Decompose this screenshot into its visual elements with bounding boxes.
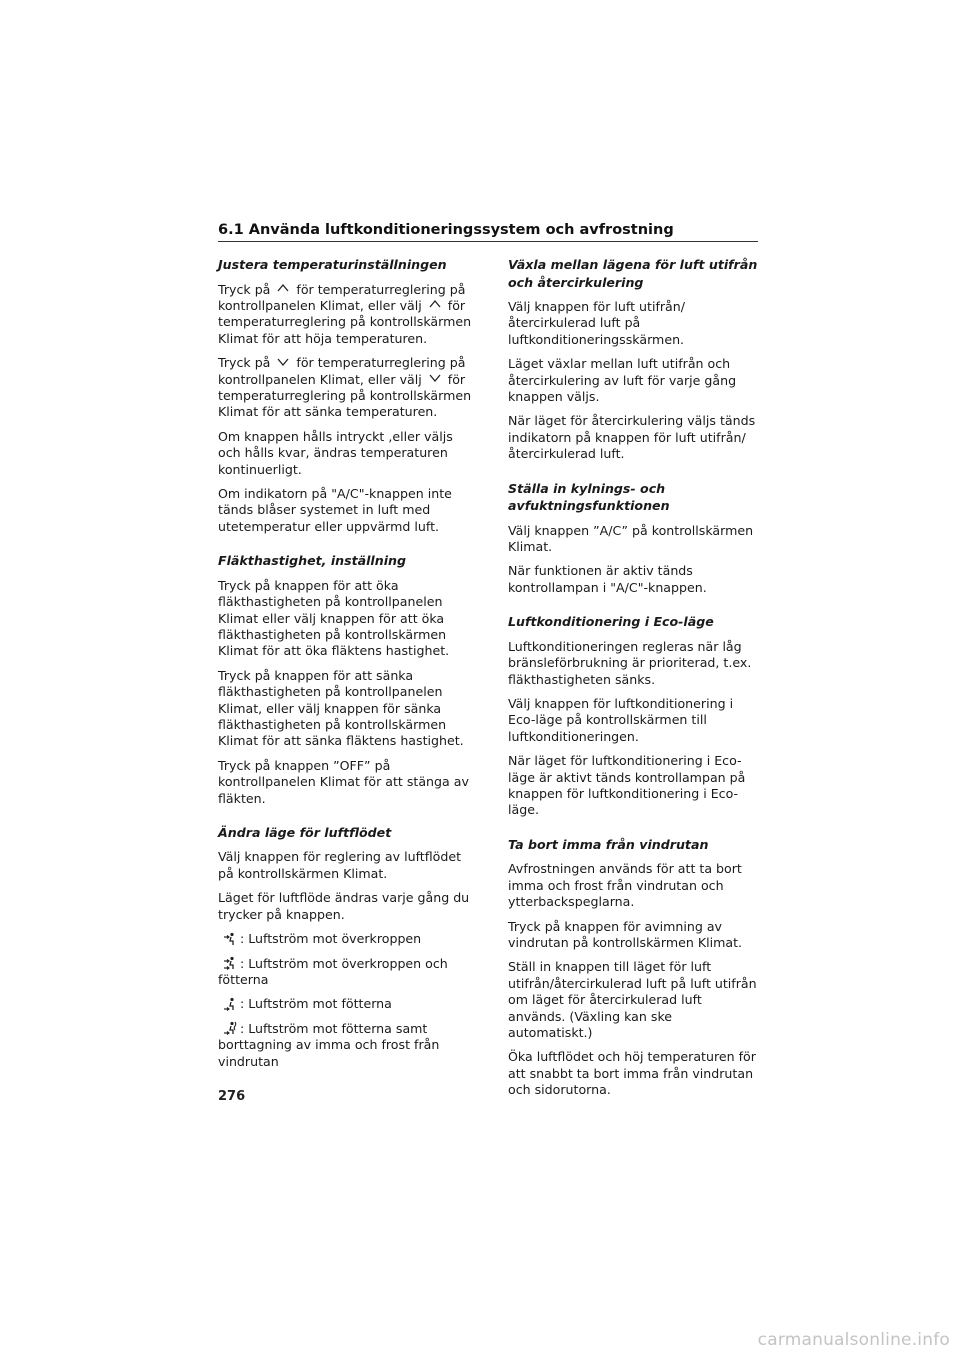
heading-airflow-mode: Ändra läge för luftflödet [218, 824, 392, 840]
paragraph-eco-lamp: När läget för luftkonditionering i Eco-läge är aktivt tänds kontrollampan på knappen för luftkonditionering i Eco-läge. [508, 753, 746, 818]
paragraph-airflow-button: Välj knappen för reglering av luftflödet på kontrollskärmen Klimat. [218, 849, 462, 881]
chevron-down-icon [276, 356, 290, 368]
paragraph-lower-temp: Tryck på för temperaturreglering på kontrollpanelen Klimat, eller välj för temperaturreglering på kontrollskärmen Klimat för att sänka temperaturen. [218, 355, 472, 420]
paragraph-defrost-outside-air: Ställ in knappen till läget för luft utifrån/återcirkulerad luft på luft utifrån om läget för återcirkulerad luft används. (Växling kan ske automatiskt.) [508, 959, 757, 1040]
airflow-upper-icon [222, 932, 238, 946]
airflow-upper-feet-icon [222, 956, 238, 970]
paragraph-recirc-button: Välj knappen för luft utifrån/ återcirkulerad luft på luftkonditioneringsskärmen. [508, 299, 685, 347]
mode-feet-defrost: : Luftström mot fötterna samt borttagning av imma och frost från vindrutan [218, 1020, 440, 1069]
paragraph-fan-decrease: Tryck på knappen för att sänka fläkthastigheten på kontrollpanelen Klimat, eller välj knappen för sänka fläkthastigheten på kontrollskärmen Klimat för att sänka fläktens hastighet. [218, 667, 464, 749]
paragraph-fan-increase: Tryck på knappen för att öka fläkthastigheten på kontrollpanelen Klimat eller välj knappen för att öka fläkthastigheten på kontrollskärmen Klimat för att öka fläktens hastighet. [218, 577, 450, 659]
heading-recirculation: Växla mellan lägena för luft utifrån och återcirkulering [508, 257, 758, 290]
paragraph-ac-indicator: Om indikatorn på "A/C"-knappen inte tänds blåser systemet in luft med utetemperatur eller uppvärmd luft. [218, 485, 452, 534]
heading-cooling: Ställa in kylnings- och avfuktningsfunktionen [508, 480, 670, 514]
paragraph-defrost-use: Avfrostningen används för att ta bort imma och frost från vindrutan och ytterbackspeglarna. [508, 861, 742, 910]
mode-upper: : Luftström mot överkroppen [218, 931, 476, 947]
mode-upper-feet: : Luftström mot överkroppen och fötterna [218, 955, 448, 987]
paragraph-eco-desc: Luftkonditioneringen regleras när låg bränsleförbrukning är prioriterad, t.ex. fläkthastigheten sänks. [508, 638, 752, 687]
chevron-down-icon [428, 372, 442, 384]
paragraph-defrost-increase: Öka luftflödet och höj temperaturen för att snabbt ta bort imma från vindrutan och sidorutorna. [508, 1049, 756, 1098]
heading-eco: Luftkonditionering i Eco-läge [508, 614, 714, 630]
chevron-up-icon [276, 282, 290, 294]
page-number: 276 [218, 1089, 246, 1104]
paragraph-fan-off: Tryck på knappen ”OFF” på kontrollpanelen Klimat för att stänga av fläkten. [218, 757, 469, 806]
heading-defog: Ta bort imma från vindrutan [508, 836, 709, 852]
watermark: carmanualsonline.info [757, 1330, 950, 1350]
heading-temperature: Justera temperaturinställningen [218, 257, 447, 272]
mode-feet: : Luftström mot fötterna [218, 996, 476, 1012]
paragraph-eco-select: Välj knappen för luftkonditionering i Eco-läge på kontrollskärmen till luftkonditioneringen. [508, 696, 734, 744]
paragraph-recirc-indicator: När läget för återcirkulering väljs tänds indikatorn på knappen för luft utifrån/återcirkulerad luft. [508, 413, 756, 462]
airflow-feet-defrost-icon [222, 1021, 238, 1035]
right-column [508, 256, 758, 1107]
paragraph-recirc-toggle: Läget växlar mellan luft utifrån och återcirkulering av luft för varje gång knappen väljs. [508, 356, 737, 405]
paragraph-hold: Om knappen hålls intryckt ,eller väljs och hålls kvar, ändras temperaturen kontinuerligt. [218, 428, 453, 477]
heading-fan-speed: Fläkthastighet, inställning [218, 553, 407, 569]
chevron-up-icon [428, 298, 442, 310]
section-header: 6.1 Använda luftkonditioneringssystem och avfrostning [218, 222, 758, 242]
airflow-feet-icon [222, 997, 238, 1011]
paragraph-airflow-change: Läget för luftflöde ändras varje gång du trycker på knappen. [218, 890, 470, 922]
paragraph-ac-button: Välj knappen ”A/C” på kontrollskärmen Klimat. [508, 522, 754, 555]
paragraph-ac-lamp: När funktionen är aktiv tänds kontrollampan i "A/C"-knappen. [508, 563, 707, 595]
paragraph-defrost-button: Tryck på knappen för avimning av vindrutan på kontrollskärmen Klimat. [508, 918, 743, 950]
left-column [218, 256, 476, 1078]
paragraph-raise-temp: Tryck på för temperaturreglering på kontrollpanelen Klimat, eller välj för temperaturreglering på kontrollskärmen Klimat för att höja temperaturen. [218, 281, 472, 346]
